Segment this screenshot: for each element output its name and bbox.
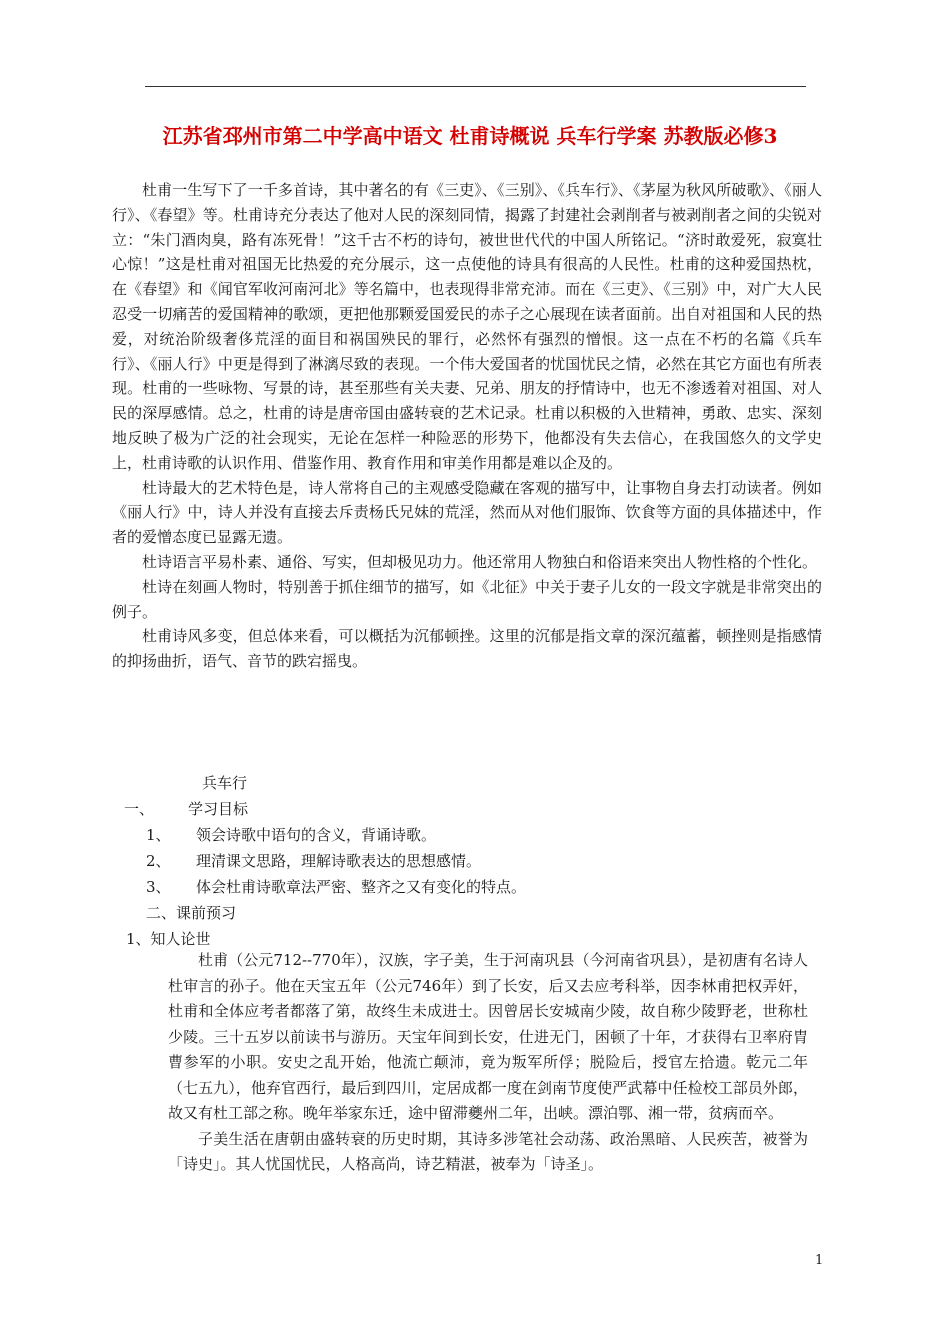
goal-number: 3、 [146, 878, 171, 896]
goal-number: 2、 [146, 852, 171, 870]
heading-number: 一、 [124, 800, 155, 818]
paragraph: 杜甫诗风多变，但总体来看，可以概括为沉郁顿挫。这里的沉郁是指文章的深沉蕴蓄，顿挫则是指感情的抑扬曲折，语气、音节的跌宕摇曳。 [112, 627, 822, 671]
goal-item [112, 848, 822, 874]
header-rule [145, 86, 806, 87]
heading-text: 学习目标 [188, 800, 249, 818]
heading-preview: 二、课前预习 [146, 904, 237, 922]
subheading-background: 1、知人论世 [126, 930, 211, 948]
heading-goals [112, 796, 822, 822]
paragraph: 杜诗在刻画人物时，特别善于抓住细节的描写，如《北征》中关于妻子儿女的一段文字就是非常突出的例子。 [112, 577, 822, 621]
intro-body [112, 178, 822, 674]
study-section [112, 770, 822, 952]
document-title: 江苏省邳州市第二中学高中语文 杜甫诗概说 兵车行学案 苏教版必修3 [162, 124, 778, 148]
paragraph: 杜诗语言平易朴素、通俗、写实，但却极见功力。他还常用人物独白和俗语来突出人物性格的个性化。 [142, 552, 818, 571]
paragraph: 杜诗最大的艺术特色是，诗人常将自己的主观感受隐藏在客观的描写中，让事物自身去打动读者。例如《丽人行》中，诗人并没有直接去斥责杨氏兄妹的荒淫，然而从对他们服饰、饮食等方面的具体描述中，作者的爱憎态度已显露无遗。 [112, 478, 822, 547]
bio-body [168, 948, 808, 1178]
goal-text: 领会诗歌中语句的含义，背诵诗歌。 [196, 826, 437, 844]
goal-number: 1、 [146, 826, 171, 844]
poem-title: 兵车行 [202, 774, 248, 792]
goal-text: 体会杜甫诗歌章法严密、整齐之又有变化的特点。 [196, 878, 527, 896]
goal-text: 理清课文思路，理解诗歌表达的思想感情。 [196, 852, 482, 870]
goal-item [112, 874, 822, 900]
goal-item [112, 822, 822, 848]
bio-paragraph: 杜甫（公元712--770年），汉族，字子美，生于河南巩县（今河南省巩县），是初唐有名诗人杜审言的孙子。他在天宝五年（公元746年）到了长安，后又去应考科举，因李林甫把权弄奸，杜甫和全体应考者都落了第，故终生未成进士。因曾居长安城南少陵，故自称少陵野老，世称杜少陵。三十五岁以前读书与游历。天宝年间到长安，仕进无门，困顿了十年，才获得右卫率府胄曹参军的小职。安史之乱开始，他流亡颠沛，竟为叛军所俘；脱险后，授官左拾遗。乾元二年（七五九），他弃官西行，最后到四川，定居成都一度在剑南节度使严武幕中任检校工部员外郎，故又有杜工部之称。晚年举家东迁，途中留滞夔州二年，出峡。漂泊鄂、湘一带，贫病而卒。 [168, 951, 808, 1122]
bio-paragraph: 子美生活在唐朝由盛转衰的历史时期，其诗多涉笔社会动荡、政治黑暗、人民疾苦，被誉为「诗史」。其人忧国忧民，人格高尚，诗艺精湛，被奉为「诗圣」。 [168, 1129, 808, 1173]
paragraph: 杜甫一生写下了一千多首诗，其中著名的有《三吏》、《三别》、《兵车行》、《茅屋为秋风所破歌》、《丽人行》、《春望》等。杜甫诗充分表达了他对人民的深刻同情，揭露了封建社会剥削者与被剥削者之间的尖锐对立：“朱门酒肉臭，路有冻死骨！”这千古不朽的诗句，被世世代代的中国人所铭记。“济时敢爱死，寂寞壮心惊！”这是杜甫对祖国无比热爱的充分展示，这一点使他的诗具有很高的人民性。杜甫的这种爱国热枕，在《春望》和《闻官军收河南河北》等名篇中，也表现得非常充沛。而在《三吏》、《三别》中，对广大人民忍受一切痛苦的爱国精神的歌颂，更把他那颗爱国爱民的赤子之心展现在读者面前。出自对祖国和人民的热爱，对统治阶级奢侈荒淫的面目和祸国殃民的罪行，必然怀有强烈的憎恨。这一点在不朽的名篇《兵车行》、《丽人行》中更是得到了淋漓尽致的表现。一个伟大爱国者的忧国忧民之情，必然在其它方面也有所表现。杜甫的一些咏物、写景的诗，甚至那些有关夫妻、兄弟、朋友的抒情诗中，也无不渗透着对祖国、对人民的深厚感情。总之，杜甫的诗是唐帝国由盛转衰的艺术记录。杜甫以积极的入世精神，勇敢、忠实、深刻地反映了极为广泛的社会现实，无论在怎样一种险恶的形势下，他都没有失去信心，在我国悠久的文学史上，杜甫诗歌的认识作用、借鉴作用、教育作用和审美作用都是难以企及的。 [112, 181, 822, 472]
page-number: 1 [815, 1253, 824, 1268]
